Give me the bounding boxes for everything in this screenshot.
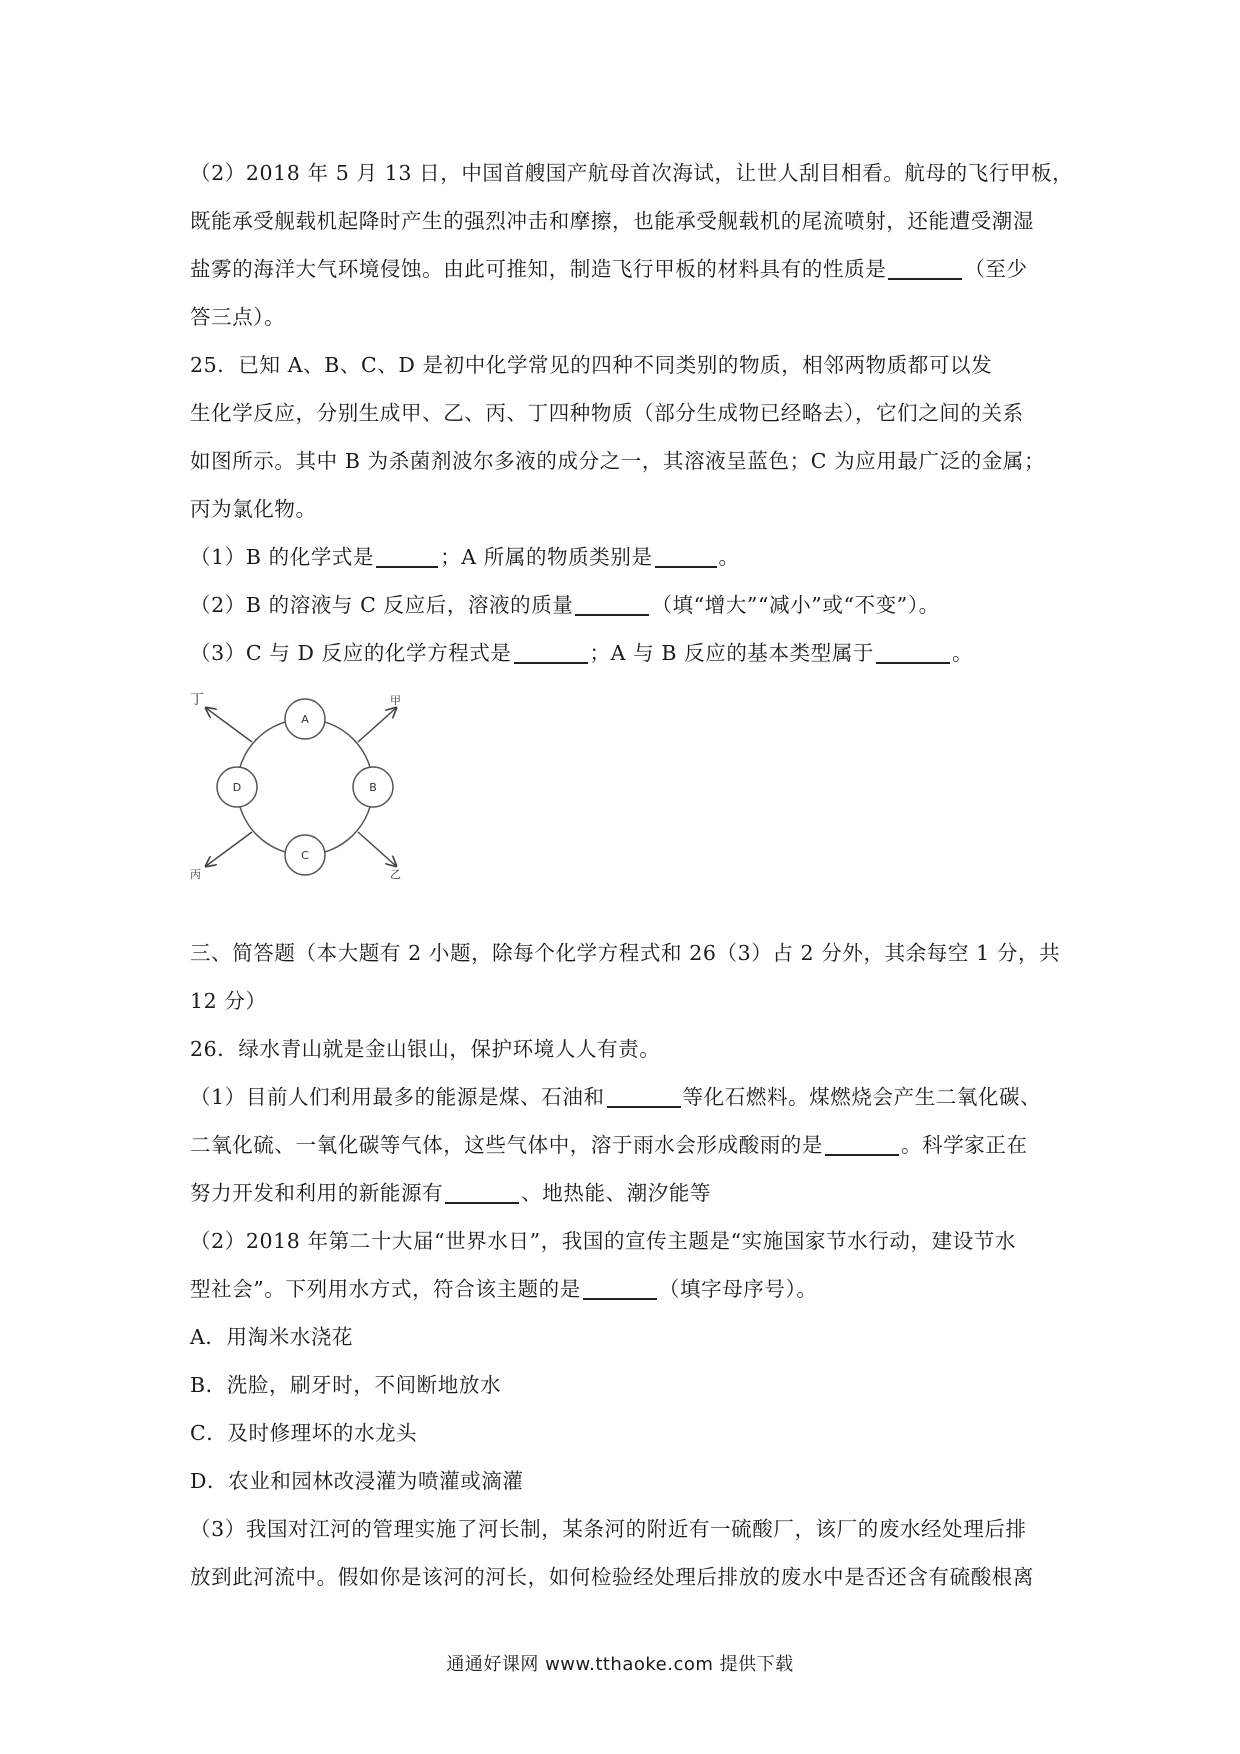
q26-sub1-tail: 等化石燃料。煤燃烧会产生二氧化碳、	[682, 1085, 1042, 1109]
q24-part2-line3-tail: （至少	[964, 257, 1028, 281]
q25-sub1	[190, 542, 740, 572]
product-jia: 甲	[390, 694, 401, 707]
q25-stem-line2: 生化学反应，分别生成甲、乙、丙、丁四种物质（部分生成物已经略去），它们之间的关系	[190, 401, 1024, 425]
q26-option-a: A．用淘米水浇花	[190, 1325, 354, 1349]
q26-sub3-line2: 放到此河流中。假如你是该河的河长，如何检验经处理后排放的废水中是否还含有硫酸根离	[190, 1565, 1034, 1589]
q26-sub1-line1	[190, 1082, 1041, 1112]
q26-sub2-line1: （2）2018 年第二十大届“世界水日”，我国的宣传主题是“实施国家节水行动，建设节水	[190, 1229, 1016, 1253]
node-a-label: A	[301, 713, 309, 726]
q25-sub3-text: （3）C 与 D 反应的化学方程式是	[190, 641, 512, 665]
answer-blank[interactable]	[575, 592, 649, 616]
answer-blank[interactable]	[655, 544, 717, 568]
product-bing: 丙	[190, 868, 201, 880]
q25-sub3	[190, 638, 973, 668]
q25-sub2-text: （2）B 的溶液与 C 反应后，溶液的质量	[190, 593, 574, 617]
arrow-to-yi	[358, 832, 396, 866]
q26-option-b: B．洗脸，刷牙时，不间断地放水	[190, 1373, 502, 1397]
answer-blank[interactable]	[876, 640, 950, 664]
q26-sub1-line2	[190, 1130, 1028, 1160]
arrow-to-jia	[358, 708, 396, 742]
q26-sub1-line3-tail: 、地热能、潮汐能等	[521, 1181, 712, 1205]
node-c-label: C	[301, 849, 309, 862]
q24-part2-line3-text: 盐雾的海洋大气环境侵蚀。由此可推知，制造飞行甲板的材料具有的性质是	[190, 257, 887, 281]
reaction-cycle-diagram	[190, 690, 410, 880]
answer-blank[interactable]	[888, 256, 962, 280]
q26-sub3-line1: （3）我国对江河的管理实施了河长制，某条河的附近有一硫酸厂，该厂的废水经处理后排	[190, 1517, 1027, 1541]
arrow-to-ding	[206, 708, 252, 742]
q26-sub1-text: （1）目前人们利用最多的能源是煤、石油和	[190, 1085, 605, 1109]
q25-stem-line3: 如图所示。其中 B 为杀菌剂波尔多液的成分之一，其溶液呈蓝色；C 为应用最广泛的金属；	[190, 449, 1046, 473]
q25-sub2	[190, 590, 940, 620]
product-ding: 丁	[190, 692, 204, 708]
q24-part2-line2: 既能承受舰载机起降时产生的强烈冲击和摩擦，也能承受舰载机的尾流喷射，还能遭受潮湿	[190, 209, 1034, 233]
q26-sub1-line2-tail: 。科学家正在	[901, 1133, 1028, 1157]
product-yi: 乙	[390, 868, 401, 880]
node-b-label: B	[369, 781, 377, 794]
q25-stem-line4: 丙为氯化物。	[190, 497, 317, 521]
q24-part2-line3	[190, 254, 1028, 284]
q26-option-d: D．农业和园林改浸灌为喷灌或滴灌	[190, 1469, 524, 1493]
page-footer: 通通好课网 www.tthaoke.com 提供下载	[446, 1654, 794, 1675]
q25-sub1-text2: ；A 所属的物质类别是	[440, 545, 653, 569]
answer-blank[interactable]	[376, 544, 438, 568]
q25-stem-line1: 25．已知 A、B、C、D 是初中化学常见的四种不同类别的物质，相邻两物质都可以发	[190, 353, 993, 377]
answer-blank[interactable]	[825, 1132, 899, 1156]
q25-sub3-text2: ；A 与 B 反应的基本类型属于	[589, 641, 875, 665]
answer-blank[interactable]	[607, 1084, 681, 1108]
q26-sub1-line3	[190, 1178, 711, 1208]
q26-sub1-line2-text: 二氧化硫、一氧化碳等气体，这些气体中，溶于雨水会形成酸雨的是	[190, 1133, 823, 1157]
q26-sub2-line2-text: 型社会”。下列用水方式，符合该主题的是	[190, 1277, 581, 1301]
arrow-to-bing	[206, 832, 252, 866]
q25-sub1-text: （1）B 的化学式是	[190, 545, 375, 569]
q24-part2-line4: 答三点）。	[190, 305, 286, 329]
answer-blank[interactable]	[583, 1276, 657, 1300]
node-d-label: D	[232, 781, 242, 794]
q25-sub3-end: 。	[952, 641, 974, 665]
q25-sub2-tail: （填“增大”“减小”或“不变”）。	[651, 593, 940, 617]
answer-blank[interactable]	[514, 640, 588, 664]
q25-sub1-end: 。	[718, 545, 740, 569]
q26-sub2-line2	[190, 1274, 817, 1304]
q24-part2-line1: （2）2018 年 5 月 13 日，中国首艘国产航母首次海试，让世人刮目相看。航母的飞行甲板，	[190, 161, 1074, 185]
q26-sub2-line2-tail: （填字母序号）。	[658, 1277, 818, 1301]
section3-header-line2: 12 分）	[190, 989, 267, 1013]
q26-title: 26．绿水青山就是金山银山，保护环境人人有责。	[190, 1037, 661, 1061]
q26-sub1-line3-text: 努力开发和利用的新能源有	[190, 1181, 444, 1205]
answer-blank[interactable]	[445, 1180, 519, 1204]
q26-option-c: C．及时修理坏的水龙头	[190, 1421, 418, 1445]
section3-header-line1: 三、简答题（本大题有 2 小题，除每个化学方程式和 26（3）占 2 分外，其余每空 1 分，共	[190, 941, 1061, 965]
